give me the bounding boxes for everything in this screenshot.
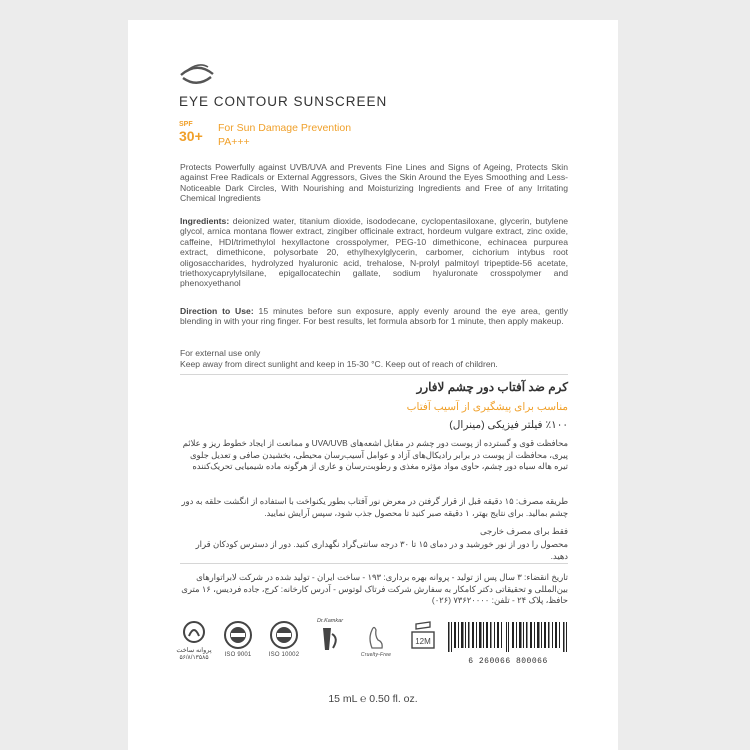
- barcode-bars: [446, 622, 570, 652]
- spf-label: SPF: [179, 121, 193, 128]
- cruelty-free-badge: [354, 624, 398, 658]
- spf-value: 30+: [179, 128, 203, 144]
- directions-block: [180, 306, 568, 327]
- ingredients-list: deionized water, titanium dioxide, isododecane, cyclopentasiloxane, glycerin, butylene glycol, arnica montana flower extract, zingiber officinale extract, hordeum vulgare extract, zinc oxide, caffeine, HDI/trimethylol hexyllactone crosspolymer, PEG-10 dimethicone, echinacea purpurea extract, dimethicone, polysorbate 20, ethylhexylglycerin, carbomer, cichorium intybus root oligosaccharides, hydrolyzed hyaluronic acid, trehalose, N-prolyl palmitoyl tripeptide-56 acetate, triethoxycaprylylsilane, epigallocatechin gallate, sodium hyaluronate crosspolymer and phenoxyethanol: [180, 216, 569, 289]
- certification-seal-icon: [269, 620, 299, 650]
- ingredients-label: Ingredients:: [180, 216, 230, 226]
- rabbit-icon: [366, 624, 386, 650]
- iso-10002-badge: [264, 620, 304, 658]
- product-box-back: [128, 20, 618, 750]
- spf-badge: [179, 121, 209, 151]
- brand-label: Dr.Kamkar: [316, 618, 344, 624]
- persian-description: محافظت قوی و گسترده از پوست دور چشم در مقابل اشعه‌های UVA/UVB و ممانعت از ایجاد خطوط ریز و علائم پیری، محافظت از پوست در برابر رادیکال‌های آزاد و عوامل آسیب‌رسان محیطی، بخشیدن صافی و تعدیل جلوی تیره هاله سیاه دور چشم، حاوی مواد مؤثره مغذی و رطوبت‌رسان و عاری از هرگونه ماده شیمیایی تحریک‌کننده: [182, 438, 568, 472]
- persian-subtitle: مناسب برای پیشگیری از آسیب آفتاب: [406, 401, 568, 413]
- certification-seal-icon: [223, 620, 253, 650]
- cruelty-free-label: Cruelty-Free: [360, 652, 392, 658]
- persian-storage: محصول را دور از نور خورشید و در دمای ۱۵ تا ۳۰ درجه سانتی‌گراد نگهداری کنید. دور از دسترس کودکان قرار دهید.: [195, 539, 568, 561]
- product-intro: Protects Powerfully against UVB/UVA and Prevents Fine Lines and Signs of Ageing, Protects Skin against Free Radicals or External Aggressors, Gives the Skin Around the Eyes Smoothing and Less-Noticeable Dark Circles, With Nourishing and Moisturizing Ingredients and Free of any Irritating Chemical Ingredients: [180, 162, 568, 204]
- dr-kamkar-logo-icon: [319, 624, 341, 652]
- open-jar-icon: [410, 620, 436, 650]
- health-ministry-logo-icon: [181, 620, 207, 644]
- persian-manufacturer: تاریخ انقضاء: ۳ سال پس از تولید - پروانه بهره برداری: ۱۹۳ - ساخت ایران - تولید شده در شرکت لابراتوارهای بین‌المللی و تحقیقاتی دکتر کامکار به سفارش شرکت فرتاک لوتوس - آدرس کارخانه: کرج، جاده فردیس، ۱۶ متری حافظ، پلاک ۲۴ - تلفن: ۷۳۶۲۰۰۰۰ (۰۲۶): [181, 572, 568, 606]
- product-subtitle: For Sun Damage Prevention: [218, 122, 352, 134]
- license-badge: [172, 620, 216, 661]
- barcode: [446, 622, 570, 666]
- divider: [180, 563, 568, 564]
- pao-text: 12M: [415, 637, 431, 646]
- license-caption: پروانه ساخت: [176, 647, 212, 654]
- directions-text: 15 minutes before sun exposure, apply evenly around the eye area, gently blending in with your ring finger. For best results, let formula absorb for 1 minute, then apply makeup.: [180, 306, 568, 327]
- product-title: EYE CONTOUR SUNSCREEN: [179, 94, 388, 109]
- directions-label: Direction to Use:: [180, 306, 254, 316]
- pao-badge: [408, 620, 438, 650]
- ingredients-block: [180, 216, 568, 289]
- persian-filter: ٪۱۰۰ فیلتر فیزیکی (مینرال): [449, 419, 568, 431]
- persian-usage: طریقه مصرف: ۱۵ دقیقه قبل از قرار گرفتن در معرض نور آفتاب بطور یکنواخت با استفاده از انگشت حلقه به دور چشم بمالید. برای نتایج بهتر، ۱ دقیقه صبر کنید تا محصول جذب شود، سپس آرایش نمایید.: [181, 496, 568, 518]
- license-number: ۵۶/۸/۱۳۵۸۵: [179, 655, 209, 661]
- pa-rating: PA+++: [218, 136, 250, 148]
- iso-10002-label: ISO 10002: [268, 652, 300, 658]
- divider: [180, 374, 568, 375]
- persian-external: فقط برای مصرف خارجی: [480, 526, 568, 536]
- storage-note: Keep away from direct sunlight and keep in 15-30 °C. Keep out of reach of children.: [180, 359, 498, 369]
- iso-9001-badge: [220, 620, 256, 658]
- brand-eye-logo-icon: [178, 58, 216, 90]
- net-content: 15 mL ℮ 0.50 fl. oz.: [328, 693, 418, 705]
- persian-title: کرم ضد آفتاب دور چشم لافارر: [416, 380, 568, 394]
- dr-kamkar-badge: [308, 618, 352, 652]
- barcode-number: 6 260066 800066: [468, 657, 548, 666]
- external-use-note: For external use only: [180, 348, 261, 358]
- iso-9001-label: ISO 9001: [224, 652, 252, 658]
